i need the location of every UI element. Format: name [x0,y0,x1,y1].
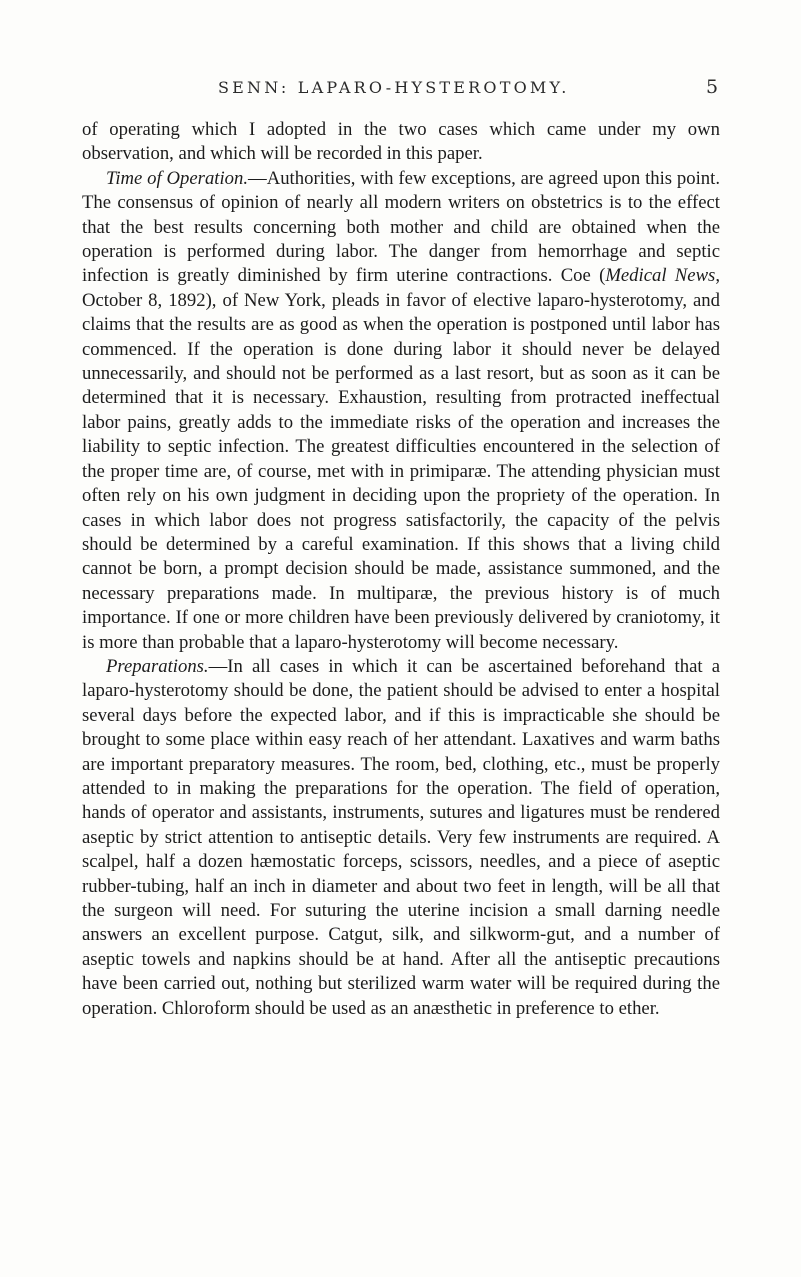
paragraph-time-of-operation [82,167,720,655]
paragraph-text: , October 8, 1892), of New York, pleads in favor of elective laparo-hysterotomy, and claims that the results are as good as when the operation is postponed until labor has commenced. If the operation is done during labor it should never be delayed unnecessarily, and should not be performed as a last resort, but as soon as it can be determined that it is necessary. Exhaustion, resulting from protracted ineffectual labor pains, greatly adds to the immediate risks of the operation and increases the liability to septic infection. The greatest difficulties encountered in the selection of the proper time are, of course, met with in primiparæ. The attending physician must often rely on his own judgment in deciding upon the propriety of the operation. In cases in which labor does not progress satisfactorily, the capacity of the pelvis should be determined by a careful examination. If this shows that a living child cannot be born, a prompt decision should be made, assistance summoned, and the necessary preparations made. In multiparæ, the previous history is of much importance. If one or more children have been previously delivered by craniotomy, it is more than probable that a laparo-hysterotomy will become necessary. [82,265,720,653]
citation-medical-news: Medical News [605,265,716,287]
page-number: 5 [706,76,719,98]
running-head: SENN: LAPARO-HYSTEROTOMY. [218,78,570,97]
paragraph-continued [82,118,720,167]
paragraph-text: —Authorities, with few exceptions, are agreed upon this point. The consensus of opinion of nearly all modern writers on obstetrics is to the effect that the best results concerning both mother and child are obtained when the operation is performed during labor. The danger from hemorrhage and septic infection is greatly diminished by firm uterine contractions. Coe ( [82,167,720,287]
section-heading-time-of-operation: Time of Operation. [106,167,249,189]
body-text [82,118,720,1021]
section-heading-preparations: Preparations. [106,655,209,677]
paragraph-continued-text: of operating which I adopted in the two cases which came under my own observation, and which will be recorded in this paper. [82,119,720,165]
paragraph-text: —In all cases in which it can be ascertained beforehand that a laparo-hysterotomy should be done, the patient should be advised to enter a hospital several days before the expected labor, and if this is impracticable she should be brought to some place within easy reach of her attendant. Laxatives and warm baths are important preparatory measures. The room, bed, clothing, etc., must be properly attended to in making the preparations for the operation. The field of operation, hands of operator and assistants, instruments, sutures and ligatures must be rendered aseptic by strict attention to antiseptic details. Very few instruments are required. A scalpel, half a dozen hæmostatic forceps, scissors, needles, and a piece of aseptic rubber-tubing, half an inch in diameter and about two feet in length, will be all that the surgeon will need. For suturing the uterine incision a small darning needle answers an excellent purpose. Catgut, silk, and silkworm-gut, and a number of aseptic towels and napkins should be at hand. After all the antiseptic precautions have been carried out, nothing but sterilized warm water will be required during the operation. Chloroform should be used as an anæsthetic in preference to ether. [82,655,720,1019]
paragraph-preparations [82,655,720,1021]
